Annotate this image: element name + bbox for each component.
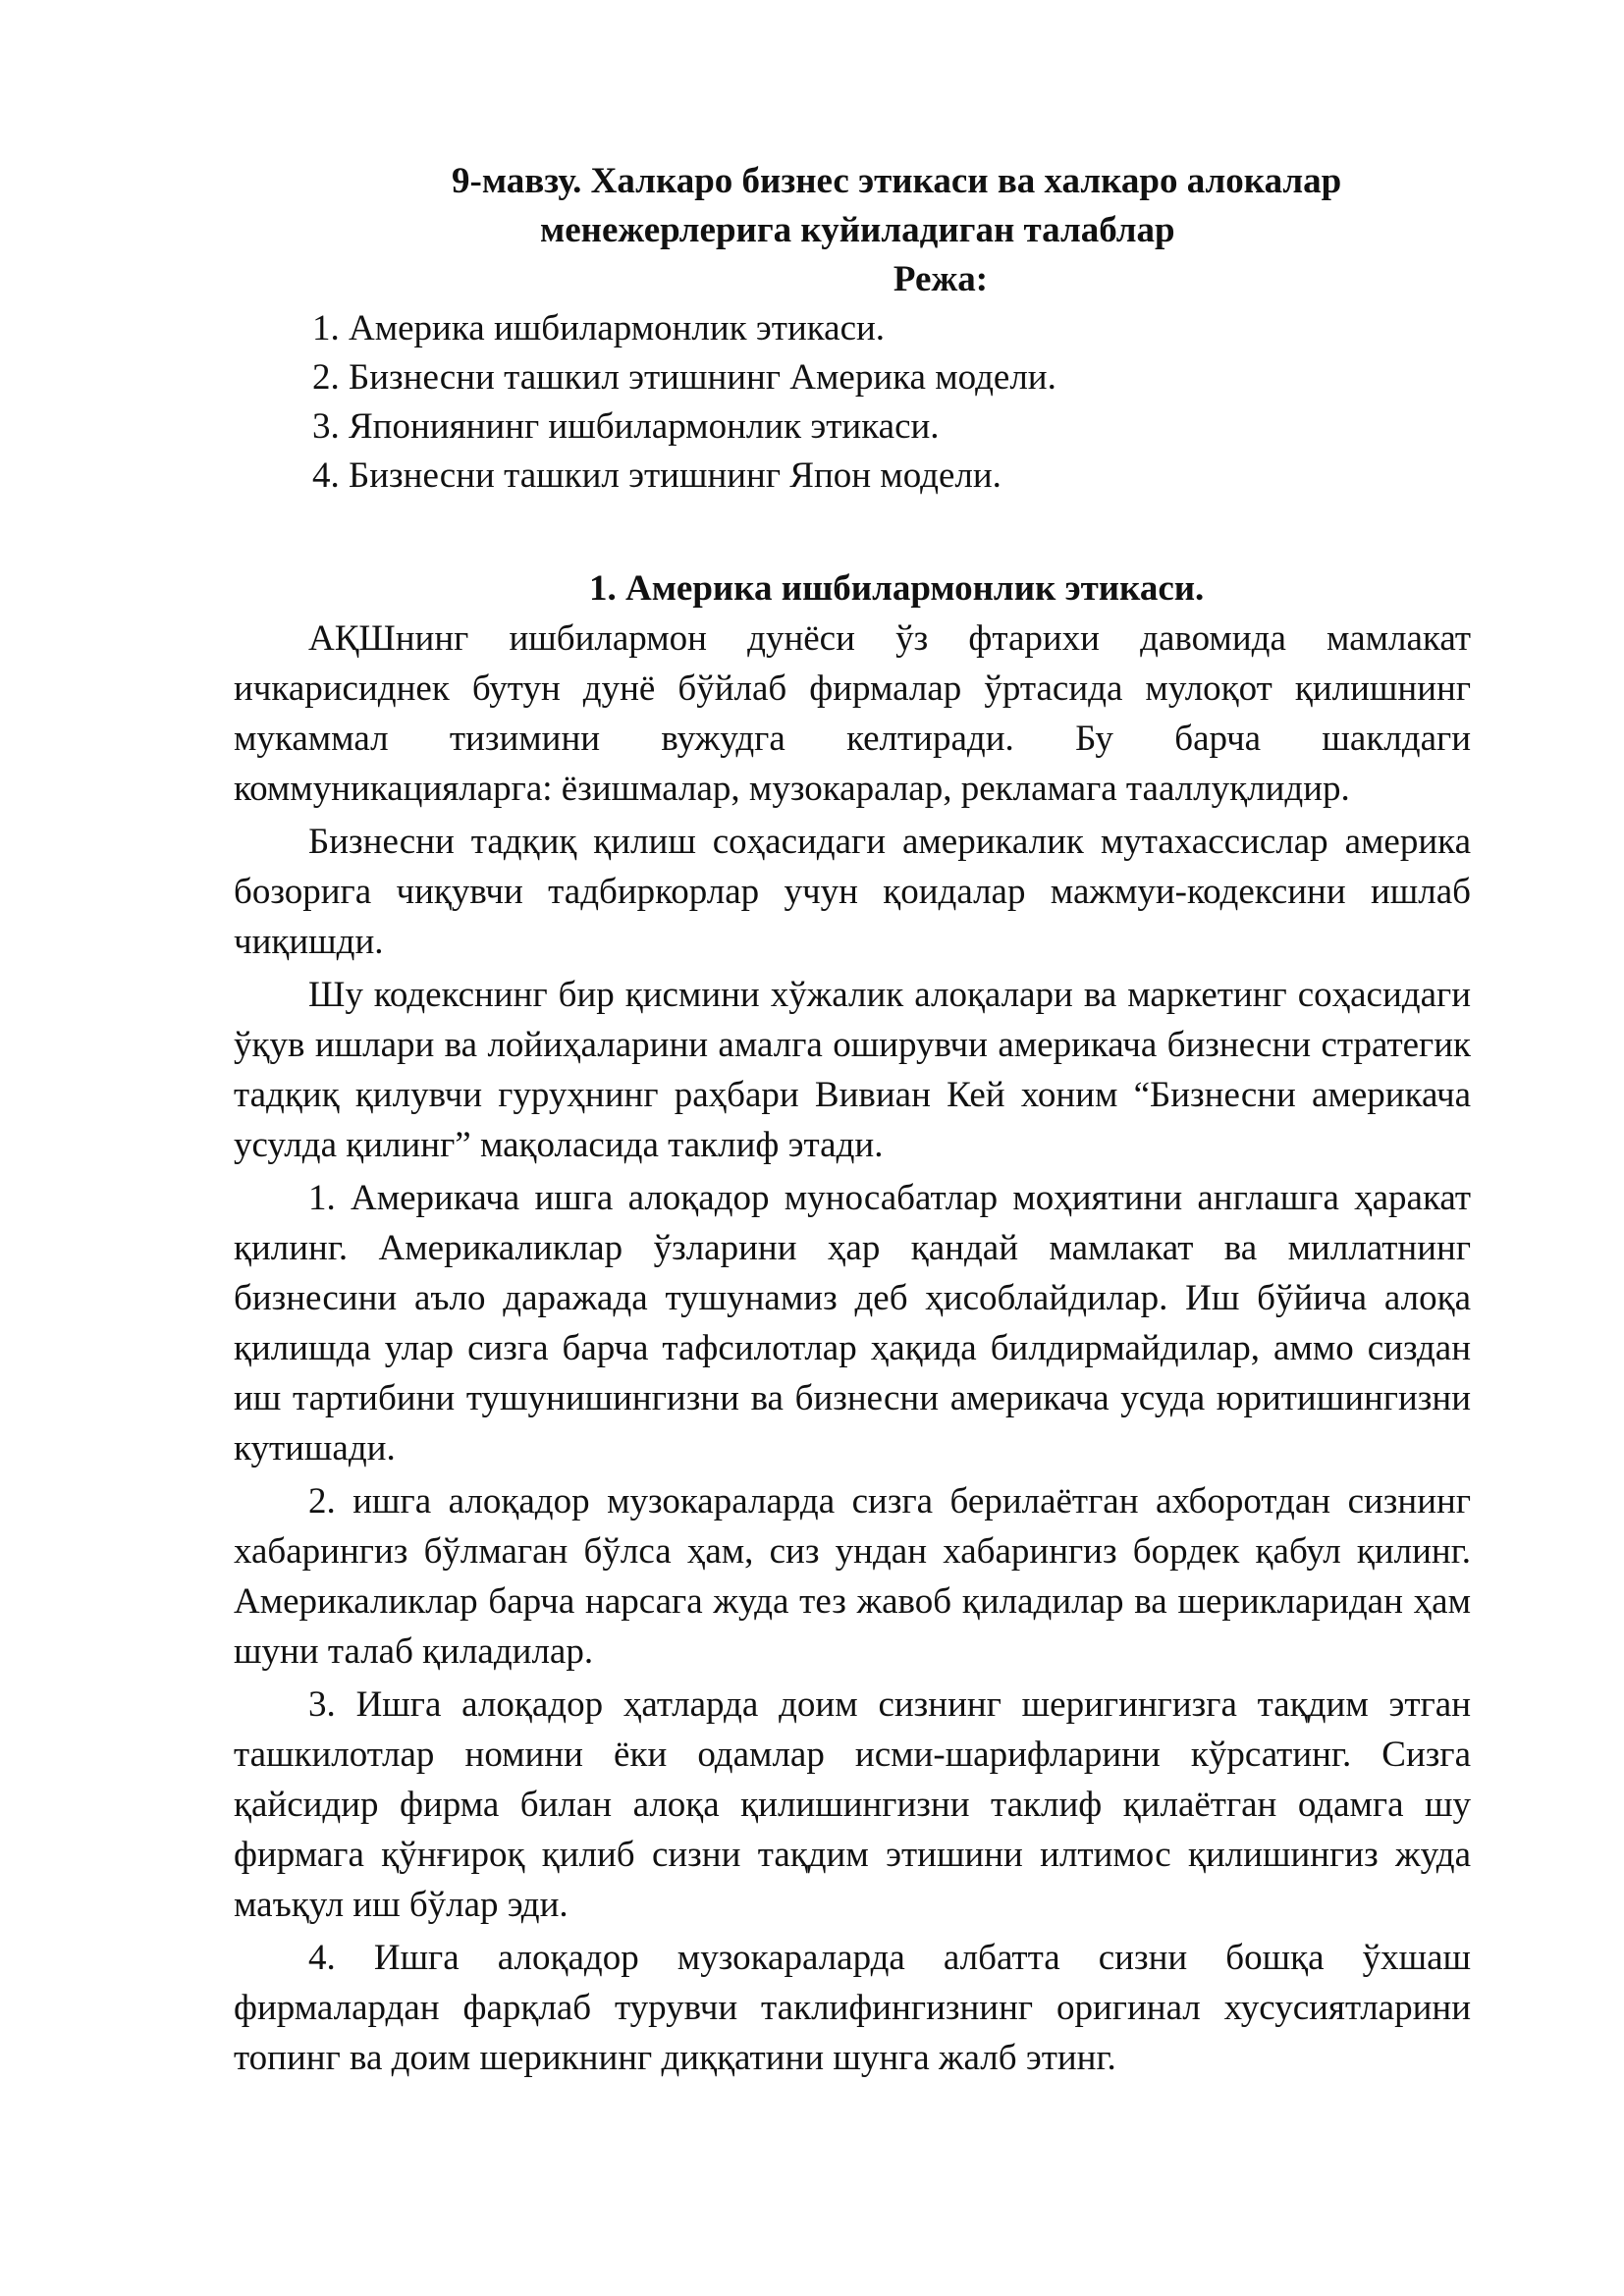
body-paragraph: 4. Ишга алоқадор музокараларда албатта сизни бошқа ўхшаш фирмалардан фарқлаб турувчи таклифингизнинг оригинал хусусиятларини топинг ва доим шерикнинг диққатини шунга жалб этинг. — [234, 1938, 1471, 2078]
plan-list — [234, 304, 1471, 501]
plan-item: 3. Япониянинг ишбилармонлик этикаси. — [312, 406, 940, 447]
section-heading: 1. Америка ишбилармонлик этикаси. — [589, 568, 1205, 609]
plan-heading: Режа: — [893, 259, 989, 299]
document-title-line-2: менежерлерига куйиладиган талаблар — [540, 210, 1175, 250]
document-title-line-1: 9-мавзу. Халкаро бизнес этикаси ва халкаро алокалар — [452, 161, 1342, 201]
body-paragraph: Шу кодекснинг бир қисмини хўжалик алоқалари ва маркетинг соҳасидаги ўқув ишлари ва лойиҳаларини амалга оширувчи америкача бизнесни стратегик тадқиқ қилувчи гуруҳнинг раҳбари Вивиан Кей хоним “Бизнесни америкача усулда қилинг” мақоласида таклиф этади. — [234, 975, 1471, 1165]
plan-item: 2. Бизнесни ташкил этишнинг Америка модели. — [312, 357, 1056, 398]
body-paragraph: 3. Ишга алоқадор ҳатларда доим сизнинг шеригингизга тақдим этган ташкилотлар номини ёки одамлар исми-шарифларини кўрсатинг. Сизга қайсидир фирма билан алоқа қилишингизни таклиф қилаётган одамга шу фирмага қўнғироқ қилиб сизни тақдим этишини илтимос қилишингиз жуда маъқул иш бўлар эди. — [234, 1684, 1471, 1925]
body-paragraph: 1. Америкача ишга алоқадор муносабатлар моҳиятини англашга ҳаракат қилинг. Америкаликлар ўзларини ҳар қандай мамлакат ва миллатнинг бизнесини аъло даражада тушунамиз деб ҳисоблайдилар. Иш бўйича алоқа қилишда улар сизга барча тафсилотлар ҳақида билдирмайдилар, аммо сиздан иш тартибини тушунишингизни ва бизнесни америкача усуда юритишингизни кутишади. — [234, 1178, 1471, 1468]
plan-item: 1. Америка ишбилармонлик этикаси. — [312, 308, 886, 348]
body-paragraph: Бизнесни тадқиқ қилиш соҳасидаги америкалик мутахассислар америка бозорига чиқувчи тадбиркорлар учун қоидалар мажмуи-кодексини ишлаб чиқишди. — [234, 822, 1471, 962]
page-content — [234, 147, 1471, 2083]
body-paragraph: 2. ишга алоқадор музокараларда сизга берилаётган ахборотдан сизнинг хабарингиз бўлмаган бўлса ҳам, сиз ундан хабарингиз бордек қабул қилинг. Америкаликлар барча нарсага жуда тез жавоб қиладилар ва шерикларидан ҳам шуни талаб қиладилар. — [234, 1481, 1471, 1672]
body-paragraph: АҚШнинг ишбилармон дунёси ўз фтарихи давомида мамлакат ичкарисиднек бутун дунё бўйлаб фирмалар ўртасида мулоқот қилишнинг мукаммал тизимини вужудга келтиради. Бу барча шаклдаги коммуникацияларга: ёзишмалар, музокаралар, рекламага тааллуқлидир. — [234, 618, 1471, 809]
plan-item: 4. Бизнесни ташкил этишнинг Япон модели. — [312, 455, 1001, 496]
